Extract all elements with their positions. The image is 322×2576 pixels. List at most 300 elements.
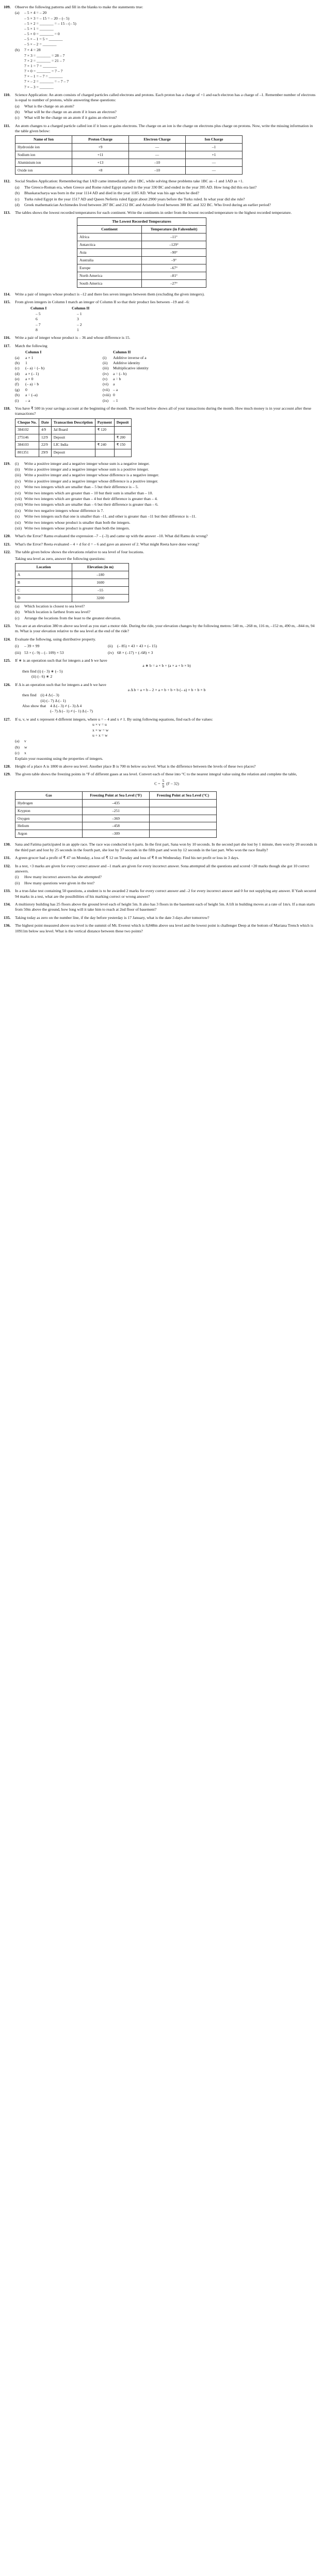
column-header: Payment (95, 418, 114, 426)
subpart-label: (c) (15, 196, 20, 201)
subpart-text: The Greeco-Roman era, when Greece and Rome ruled Egypt started in the year 330 BC and ended in the year 395 AD. How long did this era last? (24, 184, 257, 190)
equation: u × v = u (92, 722, 107, 727)
column-ii-value: – 1 (77, 311, 82, 316)
match-label-left: (b) (15, 360, 20, 365)
match-item-right: – 1 (113, 398, 118, 403)
table-cell: 22/9 (39, 442, 51, 449)
question-number: 109. (4, 5, 11, 9)
table-title-row (77, 217, 206, 225)
subparts (15, 643, 318, 655)
question-text: You are at an elevation 380 m above sea level as you start a motor ride. During the ride, your elevation changes by the following metres: 540 m, –268 m, 116 m, –152 m, 490 m, –844 m, 94 m. What is your elevation relative to the sea level at the end of the ride? (15, 623, 315, 634)
table-cell: –81° (142, 272, 206, 279)
table-cell: ₹ 150 (114, 442, 131, 449)
question-text: The table given below shows the elevations relative to sea level of four locations. (15, 550, 144, 555)
column-header: Freezing Point at Sea Level (°C) (150, 791, 217, 799)
subpart-label: (iii) (15, 473, 21, 478)
table-cell: Hydroxide ion (15, 144, 72, 151)
pattern-b (24, 48, 318, 89)
question-number: 112. (4, 179, 11, 184)
column-ii-value: 3 (77, 317, 79, 322)
question-111 (4, 123, 318, 177)
question-text: A green grocer had a profit of ₹ 47 on Monday, a loss of ₹ 12 on Tuesday and loss of ₹ 8 on Wednesday. Find his net profit or loss in 3 days. (15, 855, 239, 861)
question-119 (4, 461, 318, 532)
column-ii-value: – 2 (77, 322, 82, 327)
subpart-label: (c) (15, 615, 20, 620)
subpart (15, 610, 318, 615)
subpart-label: (v) (15, 485, 20, 490)
table-cell: 384102 (15, 426, 39, 434)
subpart-text: v (24, 739, 26, 744)
question-123 (4, 623, 318, 634)
subpart-label: (a) (15, 603, 20, 608)
question-116 (4, 335, 318, 340)
question-text: What's the Error? Reeta evaluated – 4 + d for d = – 6 and gave an answer of 2. What might Reeta have done wrong? (15, 541, 200, 547)
question-text: What's the Error? Ramu evaluated the expression –7 – (–3) and came up with the answer –10. What did Ramu do wrong? (15, 534, 208, 539)
subpart-label: (xi) (15, 520, 21, 525)
subpart (15, 526, 318, 531)
match-item-right: a ÷ (– b) (113, 371, 127, 376)
pattern-line: 7 × – 3 = _______ (24, 84, 54, 89)
subpart-label: (i) (15, 644, 19, 649)
table-cell: +11 (72, 151, 129, 159)
subpart-label: (c) (15, 751, 20, 756)
subpart (15, 508, 318, 513)
table-cell: Hydrogen (15, 799, 83, 807)
subparts (15, 604, 318, 621)
table-row (77, 272, 206, 279)
table-cell (95, 434, 114, 442)
subpart-text: Write two integers such that one is smaller than –11, and other is greater than –11 but their difference is –11. (24, 514, 197, 519)
column-header: Location (15, 563, 72, 571)
question-136 (4, 923, 318, 934)
pattern-line: 7 × 0 = _______ = 7 – 7 (24, 69, 63, 74)
column-header: Cheque No. (15, 418, 39, 426)
question-124 (4, 637, 318, 655)
question-110 (4, 92, 318, 121)
question-text: Observe the following patterns and fill in the blanks to make the statements true: (15, 5, 143, 9)
column-i-value: 6 (36, 317, 38, 322)
question-113 (4, 210, 318, 289)
pattern-line: – 5 × – 2 = _______ (24, 42, 57, 47)
table-header-row (77, 225, 206, 233)
question-post: Explain your reasoning using the properties of integers. (15, 756, 103, 761)
subpart (15, 644, 108, 649)
equation: x × w = w (92, 727, 109, 732)
subpart-text: – 39 × 99 (24, 644, 40, 649)
match-label-right: (vii) (103, 387, 110, 392)
subpart-label: (xii) (15, 525, 22, 530)
column-header: Temperature (in Fahrenheit) (142, 225, 206, 233)
show-i: 4 Δ (– 3) ≠ (– 3) Δ 4 (50, 704, 82, 709)
subpart-text: Write two integers whose product is smaller than both the integers. (24, 520, 131, 525)
subpart-text: (– 85) × 43 + 43 × (– 15) (117, 644, 157, 649)
question-number: 126. (4, 682, 11, 687)
column-header: Column II (113, 350, 131, 355)
table-cell: Aluminium ion (15, 159, 72, 167)
table-cell: Antarctica (77, 241, 142, 248)
column-i-value: – 5 (36, 311, 41, 316)
operation-definition: a ∗ b = a × b + (a × a + b × b) (142, 663, 191, 668)
question-number: 120. (4, 534, 11, 539)
part-b: (b) 7 × 4 = 28 7 × 3 = _______ = 28 – 7 7 × 2 = _______ = 21 – 7 7 × 1 = 7 = _______ 7 × 0 = _______ = 7 – 7 7 × – 1 = – 7 = _______ 7 × – 2 = _______ = – 7 – 7 7 × – 3 = _______ (15, 48, 318, 89)
subpart (15, 514, 318, 519)
match-label-left: (g) (15, 387, 20, 392)
ion-table (15, 135, 243, 175)
table-cell: North America (77, 272, 142, 279)
table-cell: D (15, 594, 72, 602)
table-cell: Australia (77, 256, 142, 264)
match-label-left: (h) (15, 393, 20, 398)
table-cell: –11° (142, 233, 206, 241)
table-row (15, 442, 132, 449)
subpart-label: (iii) (15, 650, 21, 655)
subpart-label: (b) (15, 191, 20, 196)
table-cell: Sodium ion (15, 151, 72, 159)
subpart-text: Arrange the locations from the least to the greatest elevation. (24, 615, 121, 620)
question-117 (4, 344, 318, 403)
subparts (15, 461, 318, 532)
column-ii-value: 1 (77, 327, 79, 332)
table-cell: ₹ 200 (114, 434, 131, 442)
table-cell: LIC India (51, 442, 95, 449)
question-126 (4, 682, 318, 714)
question-number: 124. (4, 636, 11, 642)
subpart-label: (ii) (15, 467, 20, 472)
table-cell: Europe (77, 264, 142, 272)
question-130 (4, 842, 318, 853)
subpart (15, 197, 318, 202)
match-item-right: 0 (113, 393, 115, 398)
table-cell: –129° (142, 241, 206, 248)
subpart (15, 191, 318, 196)
match-item-left: 1 (25, 360, 27, 365)
elevation-table (15, 563, 129, 602)
question-114 (4, 292, 318, 297)
question-text: Height of a place A is 1800 m above sea level. Another place B is 700 m below sea level. What is the difference between the levels of these two places? (15, 763, 256, 769)
question-120 (4, 534, 318, 539)
subparts (15, 739, 318, 756)
subpart (108, 650, 201, 655)
question-128 (4, 764, 318, 769)
table-cell (150, 815, 217, 822)
question-text: The tables shows the lowest recorded temperatures for each continent. Write the continents in order from the lowest recorded temperature to the highest recorded temperature. (15, 210, 292, 215)
subpart-label: (vii) (15, 496, 22, 501)
question-132 (4, 864, 318, 886)
question-131 (4, 855, 318, 861)
subparts (15, 104, 318, 121)
column-header: Ion Charge (186, 136, 243, 144)
pattern-line: 7 × 4 = 28 (24, 48, 41, 53)
table-row (15, 594, 129, 602)
subpart (15, 751, 318, 756)
pattern-line: – 5 × 3 = – 15 = – 20 – (– 5) (24, 15, 70, 21)
table-row (15, 167, 243, 175)
find-part-ii: (ii) (– 6) ∗ 2 (31, 674, 53, 679)
subpart-label: (d) (15, 202, 20, 207)
table-cell: –251 (83, 807, 150, 815)
subpart-text: What will be the charge on an atom if it loses an electron? (24, 109, 117, 114)
show-ii: (– 7) Δ (– 1) ≠ (– 1) Δ (– 7) (50, 709, 93, 714)
subpart (15, 520, 318, 525)
table-cell: 3200 (72, 594, 129, 602)
table-title: The Lowest Recorded Temperatures (77, 217, 206, 225)
table-cell: A (15, 571, 72, 579)
table-cell: +13 (72, 159, 129, 167)
subpart-label: (viii) (15, 502, 23, 507)
subpart (15, 739, 318, 744)
table-cell: –435 (83, 799, 150, 807)
question-number: 129. (4, 772, 11, 777)
question-135 (4, 915, 318, 920)
question-number: 131. (4, 855, 11, 861)
match-label-right: (iv) (103, 371, 109, 376)
subpart (15, 881, 318, 886)
table-cell (150, 822, 217, 830)
table-cell: Africa (77, 233, 142, 241)
operation-definition: a Δ b = a × b – 2 × a × b + b × b (– a) × b + b × b (127, 687, 206, 692)
subpart-label: (b) (15, 109, 20, 114)
subpart-text: Which location is closest to sea level? (24, 603, 85, 608)
subpart-label: (ii) (108, 644, 113, 649)
match-label-right: (iii) (103, 366, 109, 371)
match-table (15, 350, 318, 403)
table-cell: Deposit (51, 449, 95, 457)
table-row (77, 279, 206, 287)
match-label-left: (e) (15, 377, 20, 382)
match-label-left: (f) (15, 382, 19, 387)
question-number: 133. (4, 888, 11, 894)
subpart (15, 461, 318, 466)
question-number: 125. (4, 658, 11, 663)
subpart-label: (a) (15, 739, 20, 744)
column-header: Column II (72, 306, 90, 311)
spacer (103, 350, 113, 355)
question-text: Social Studies Application: Remembering that 1AD came immediately after 1BC, while solving these problems take 1BC as –1 and 1AD as +1. (15, 179, 244, 184)
match-item-left: 0 (25, 387, 27, 392)
subpart-text: Turks ruled Egypt in the year 1517 AD and Queen Nefertis ruled Egypt about 2900 years before the Turks ruled. In what year did she rule? (24, 196, 245, 201)
find-part-i: then find (i) (– 3) ∗ (– 5) (22, 668, 63, 674)
question-text: Match the following (15, 343, 47, 348)
question-number: 115. (4, 299, 11, 304)
question-text: The highest point measured above sea level is the summit of Mt. Everest which is 8,848m above sea level and the lowest point is challenger Deep at the bottom of Mariana Trench which is 10911m below sea level. What is the vertical distance between these two points? (15, 923, 313, 933)
column-header: Date (39, 418, 51, 426)
question-109 (4, 5, 318, 90)
table-cell: Asia (77, 248, 142, 256)
question-129 (4, 772, 318, 839)
subpart (108, 644, 201, 649)
question-text: If ∗ is an operation such that for integers a and b we have (15, 658, 107, 663)
table-cell: 29/9 (39, 449, 51, 457)
table-cell: –369 (83, 815, 150, 822)
match-item-right: a ÷ b (113, 377, 121, 382)
table-header-row (15, 418, 132, 426)
pattern-line: – 5 × – 1 = 5 = _______ (24, 37, 63, 42)
table-row (15, 799, 217, 807)
column-header: Electron Charge (129, 136, 186, 144)
subpart-text: 68 × (–17) + (–68) × 3 (117, 650, 153, 655)
spacer (15, 350, 25, 355)
question-number: 122. (4, 550, 11, 555)
table-row (15, 159, 243, 167)
subpart (15, 185, 318, 190)
subpart-label: (a) (15, 103, 20, 108)
question-pre: Taking sea level as zero, answer the following questions: (15, 556, 106, 561)
subpart (15, 502, 318, 507)
table-cell: Argon (15, 830, 83, 838)
table-cell (150, 807, 217, 815)
subpart-text: x (24, 751, 26, 756)
table-row (15, 144, 243, 151)
table-cell: — (186, 159, 243, 167)
subpart-label: (iv) (15, 478, 21, 483)
subpart (15, 485, 318, 490)
table-cell: –90° (142, 248, 206, 256)
subpart-text: Write a positive integer and a negative integer whose difference is a positive integer. (24, 478, 158, 483)
match-label-right: (viii) (103, 393, 111, 398)
column-header: Deposit (114, 418, 131, 426)
question-number: 130. (4, 842, 11, 847)
match-item-right: – a (113, 387, 118, 392)
question-number: 135. (4, 915, 11, 920)
find-ii: (ii) (– 7) Δ (– 1) (40, 698, 66, 703)
match-item-right: Multiplicative identity (113, 366, 149, 371)
table-cell: Krypton (15, 807, 83, 815)
match-item-right: a (113, 382, 115, 387)
table-cell: –27° (142, 279, 206, 287)
subparts (15, 185, 318, 208)
table-cell: –10 (129, 159, 186, 167)
question-number: 114. (4, 291, 11, 296)
table-cell (150, 799, 217, 807)
question-text: From given integers in Column I match an integer of Column II so that their product lies between –19 and –6: (15, 299, 190, 304)
subpart-text: How many questions were given in the test? (24, 880, 94, 885)
match-item-left: a × (– 1) (25, 371, 39, 376)
table-row (77, 233, 206, 241)
gas-table (15, 791, 217, 838)
table-cell: 1600 (72, 579, 129, 586)
question-text: You have ₹ 500 in your savings account at the beginning of the month. The record below shows all of your transactions during the month. How much money is in your account after these transactions? (15, 406, 312, 416)
question-text: Write a pair of integer whose product is – 36 and whose difference is 15. (15, 335, 131, 340)
subpart (15, 604, 318, 609)
table-header-row (15, 563, 129, 571)
question-text: If Δ is an operation such that for integers a and b we have (15, 682, 106, 687)
match-item-left: – a (25, 398, 30, 403)
table-row (77, 256, 206, 264)
table-cell: –9° (142, 256, 206, 264)
pattern-line: 7 × 1 = 7 = _______ (24, 63, 57, 68)
table-cell: 275146 (15, 434, 39, 442)
match-label-left: (i) (15, 398, 19, 403)
table-row (77, 264, 206, 272)
subpart-label: (i) (15, 875, 19, 880)
question-134 (4, 902, 318, 913)
match-item-left: a × 1 (25, 355, 34, 360)
subpart-label: (c) (15, 115, 20, 120)
table-row (15, 579, 129, 586)
table-row (77, 241, 206, 248)
table-row (15, 822, 217, 830)
question-text: Evaluate the following, using distributive property. (15, 636, 96, 642)
subpart (15, 479, 318, 484)
subpart-label: (ii) (15, 880, 20, 885)
part-a: (a) – 5 × 4 = – 20 – 5 × 3 = – 15 = – 20 – (– 5) – 5 × 2 = _______ = – 15 – (– 5) – 5 × 1 = _______ – 5 × 0 = _______ = 0 – 5 × – 1 = 5 = _______ – 5 × – 2 = _______ (15, 10, 318, 47)
subpart-text: Write two negative integers whose difference is 7. (24, 508, 104, 513)
subpart-text: Write two integers which are greater than – 4 but their difference is greater than – 4. (24, 496, 158, 501)
match-item-left: (– a) ÷ b (25, 382, 39, 387)
table-cell: +8 (72, 167, 129, 175)
question-115 (4, 300, 318, 333)
subpart-text: Write two integers which are smaller than – 6 but their difference is greater than – 6. (24, 502, 158, 507)
table-cell: 384103 (15, 442, 39, 449)
table-cell: ₹ 240 (95, 442, 114, 449)
subpart (15, 875, 318, 880)
table-cell (150, 830, 217, 838)
table-cell: 801351 (15, 449, 39, 457)
subpart-label: (x) (15, 514, 20, 519)
subparts (15, 875, 318, 886)
question-text: Write a pair of integers whose product is –12 and there lies seven integers between them (excluding the given integers). (15, 291, 205, 296)
match-item-right: Additive identity (113, 360, 140, 365)
table-cell: +9 (72, 144, 129, 151)
equation: u + x = w (92, 733, 108, 738)
question-number: 116. (4, 335, 11, 340)
pattern-a (24, 10, 318, 47)
table-row (15, 586, 129, 594)
question-number: 123. (4, 623, 11, 628)
table-cell: –55 (72, 586, 129, 594)
table-cell: –309 (83, 830, 150, 838)
question-text: In a true-false test containing 50 questions, a student is to be awarded 2 marks for every correct answer and –2 for every incorrect answer and 0 for not supplying any answer. If Yash secured 94 marks in a test, what are the possibilities of his marking correct or wrong answer? (15, 888, 316, 899)
pattern-line: 7 × 3 = _______ = 28 – 7 (24, 53, 65, 58)
table-row (15, 449, 132, 457)
subpart (15, 467, 318, 472)
subpart-text: w (24, 744, 27, 750)
question-text: A multistory building has 25 floors above the ground level each of height 5m. It also has 3 floors in the basement each of height 5m. A lift in building moves at a rate of 1m/s. If a man starts from 50m above the ground, how long will it take him to reach at 2nd floor of basement? (15, 901, 315, 912)
match-label-right: (vi) (103, 382, 109, 387)
subpart (15, 115, 318, 120)
subpart-text: Write a positive integer and a negative integer whose sum is a negative integer. (24, 461, 150, 466)
table-cell: –67° (142, 264, 206, 272)
question-number: 118. (4, 406, 11, 411)
subpart-text: 53 × (– 9) – (– 109) × 53 (24, 650, 64, 655)
table-cell: — (129, 151, 186, 159)
match-columns (30, 306, 318, 333)
subpart-text: What will be the charge on an atom if it gains an electron? (24, 115, 117, 120)
question-127 (4, 717, 318, 761)
question-text: If u, v, w and x represent 4 different integers, where u = – 4 and x ≠ 1. By using following equations, find each of the values: (15, 716, 213, 722)
table-header-row (15, 136, 243, 144)
table-row (15, 434, 132, 442)
subpart-label: (i) (15, 461, 19, 466)
question-text: Taking today as zero on the number line, if the day before yesterday is 17 January, what is the date 3 days after tomorrow? (15, 915, 210, 920)
question-number: 110. (4, 92, 11, 97)
pattern-line: 7 × 2 = _______ = 21 – 7 (24, 58, 65, 63)
subpart (15, 110, 318, 115)
table-cell: –1 (186, 144, 243, 151)
table-cell: Helium (15, 822, 83, 830)
table-cell: ₹ 120 (95, 426, 114, 434)
temperature-table (77, 217, 206, 288)
column-header: Proton Charge (72, 136, 129, 144)
subpart-text: What is the charge on an atom? (24, 103, 74, 108)
question-number: 134. (4, 901, 11, 907)
question-text: In a test, +3 marks are given for every correct answer and –1 mark are given for every incorrect answer. Sona attempted all the questions and scored +20 marks though she got 10 correct answers. (15, 863, 310, 874)
question-number: 136. (4, 923, 11, 928)
subpart-label: (vi) (15, 490, 21, 495)
pattern-line: 7 × – 2 = _______ = – 7 – 7 (24, 79, 69, 84)
subpart-text: Write two integers which are smaller than – 5 but their difference is – 5. (24, 485, 139, 490)
table-cell: B (15, 579, 72, 586)
